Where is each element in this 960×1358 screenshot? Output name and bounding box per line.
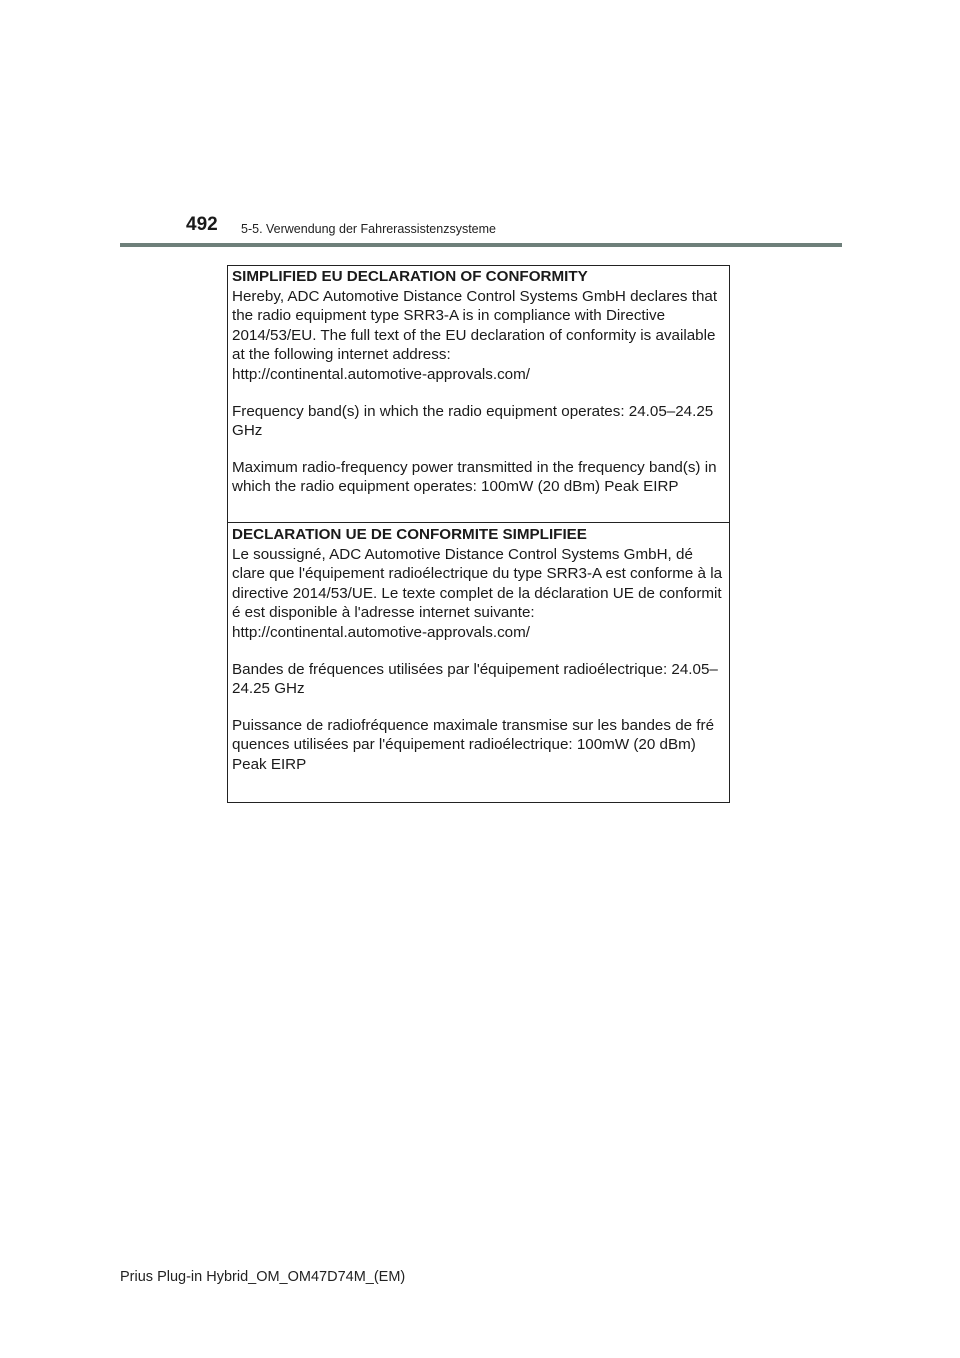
- declaration-fr-statement: Le soussigné, ADC Automotive Distance Control Systems GmbH, dé clare que l'équipement radioélectrique du type SRR3-A est conforme à la directive 2014/53/UE. Le texte complet de la déclaration UE de conformit é est disponible à l'adresse internet suivante:: [232, 545, 723, 622]
- declaration-fr-power: Puissance de radiofréquence maximale transmise sur les bandes de fré quences utilisées par l'équipement radioélectrique: 100mW (20 dBm) Peak EIRP: [232, 716, 715, 773]
- declaration-en-statement: Hereby, ADC Automotive Distance Control Systems GmbH declares that the radio equipment type SRR3-A is in compliance with Directive 2014/53/EU. The full text of the EU declaration of conformity is available at the following internet address:: [232, 287, 718, 364]
- declaration-en-url: http://continental.automotive-approvals.com/: [232, 365, 531, 383]
- header-rule: [120, 243, 842, 247]
- declaration-box: [227, 265, 730, 803]
- declaration-fr: [232, 525, 727, 775]
- section-title: 5-5. Verwendung der Fahrerassistenzsysteme: [241, 222, 496, 236]
- declaration-en-power: Maximum radio-frequency power transmitted in the frequency band(s) in which the radio equipment operates: 100mW (20 dBm) Peak EIRP: [232, 458, 717, 496]
- page-number: 492: [186, 214, 218, 235]
- declaration-fr-frequency: Bandes de fréquences utilisées par l'équipement radioélectrique: 24.05–24.25 GHz: [232, 660, 718, 698]
- declaration-en: [232, 267, 727, 497]
- declaration-en-frequency: Frequency band(s) in which the radio equipment operates: 24.05–24.25 GHz: [232, 402, 714, 440]
- declaration-fr-heading: DECLARATION UE DE CONFORMITE SIMPLIFIEE: [232, 526, 587, 543]
- declaration-fr-url: http://continental.automotive-approvals.com/: [232, 623, 531, 641]
- declaration-en-heading: SIMPLIFIED EU DECLARATION OF CONFORMITY: [232, 268, 588, 285]
- declaration-divider: [228, 522, 729, 523]
- footer-document-id: Prius Plug-in Hybrid_OM_OM47D74M_(EM): [120, 1269, 406, 1285]
